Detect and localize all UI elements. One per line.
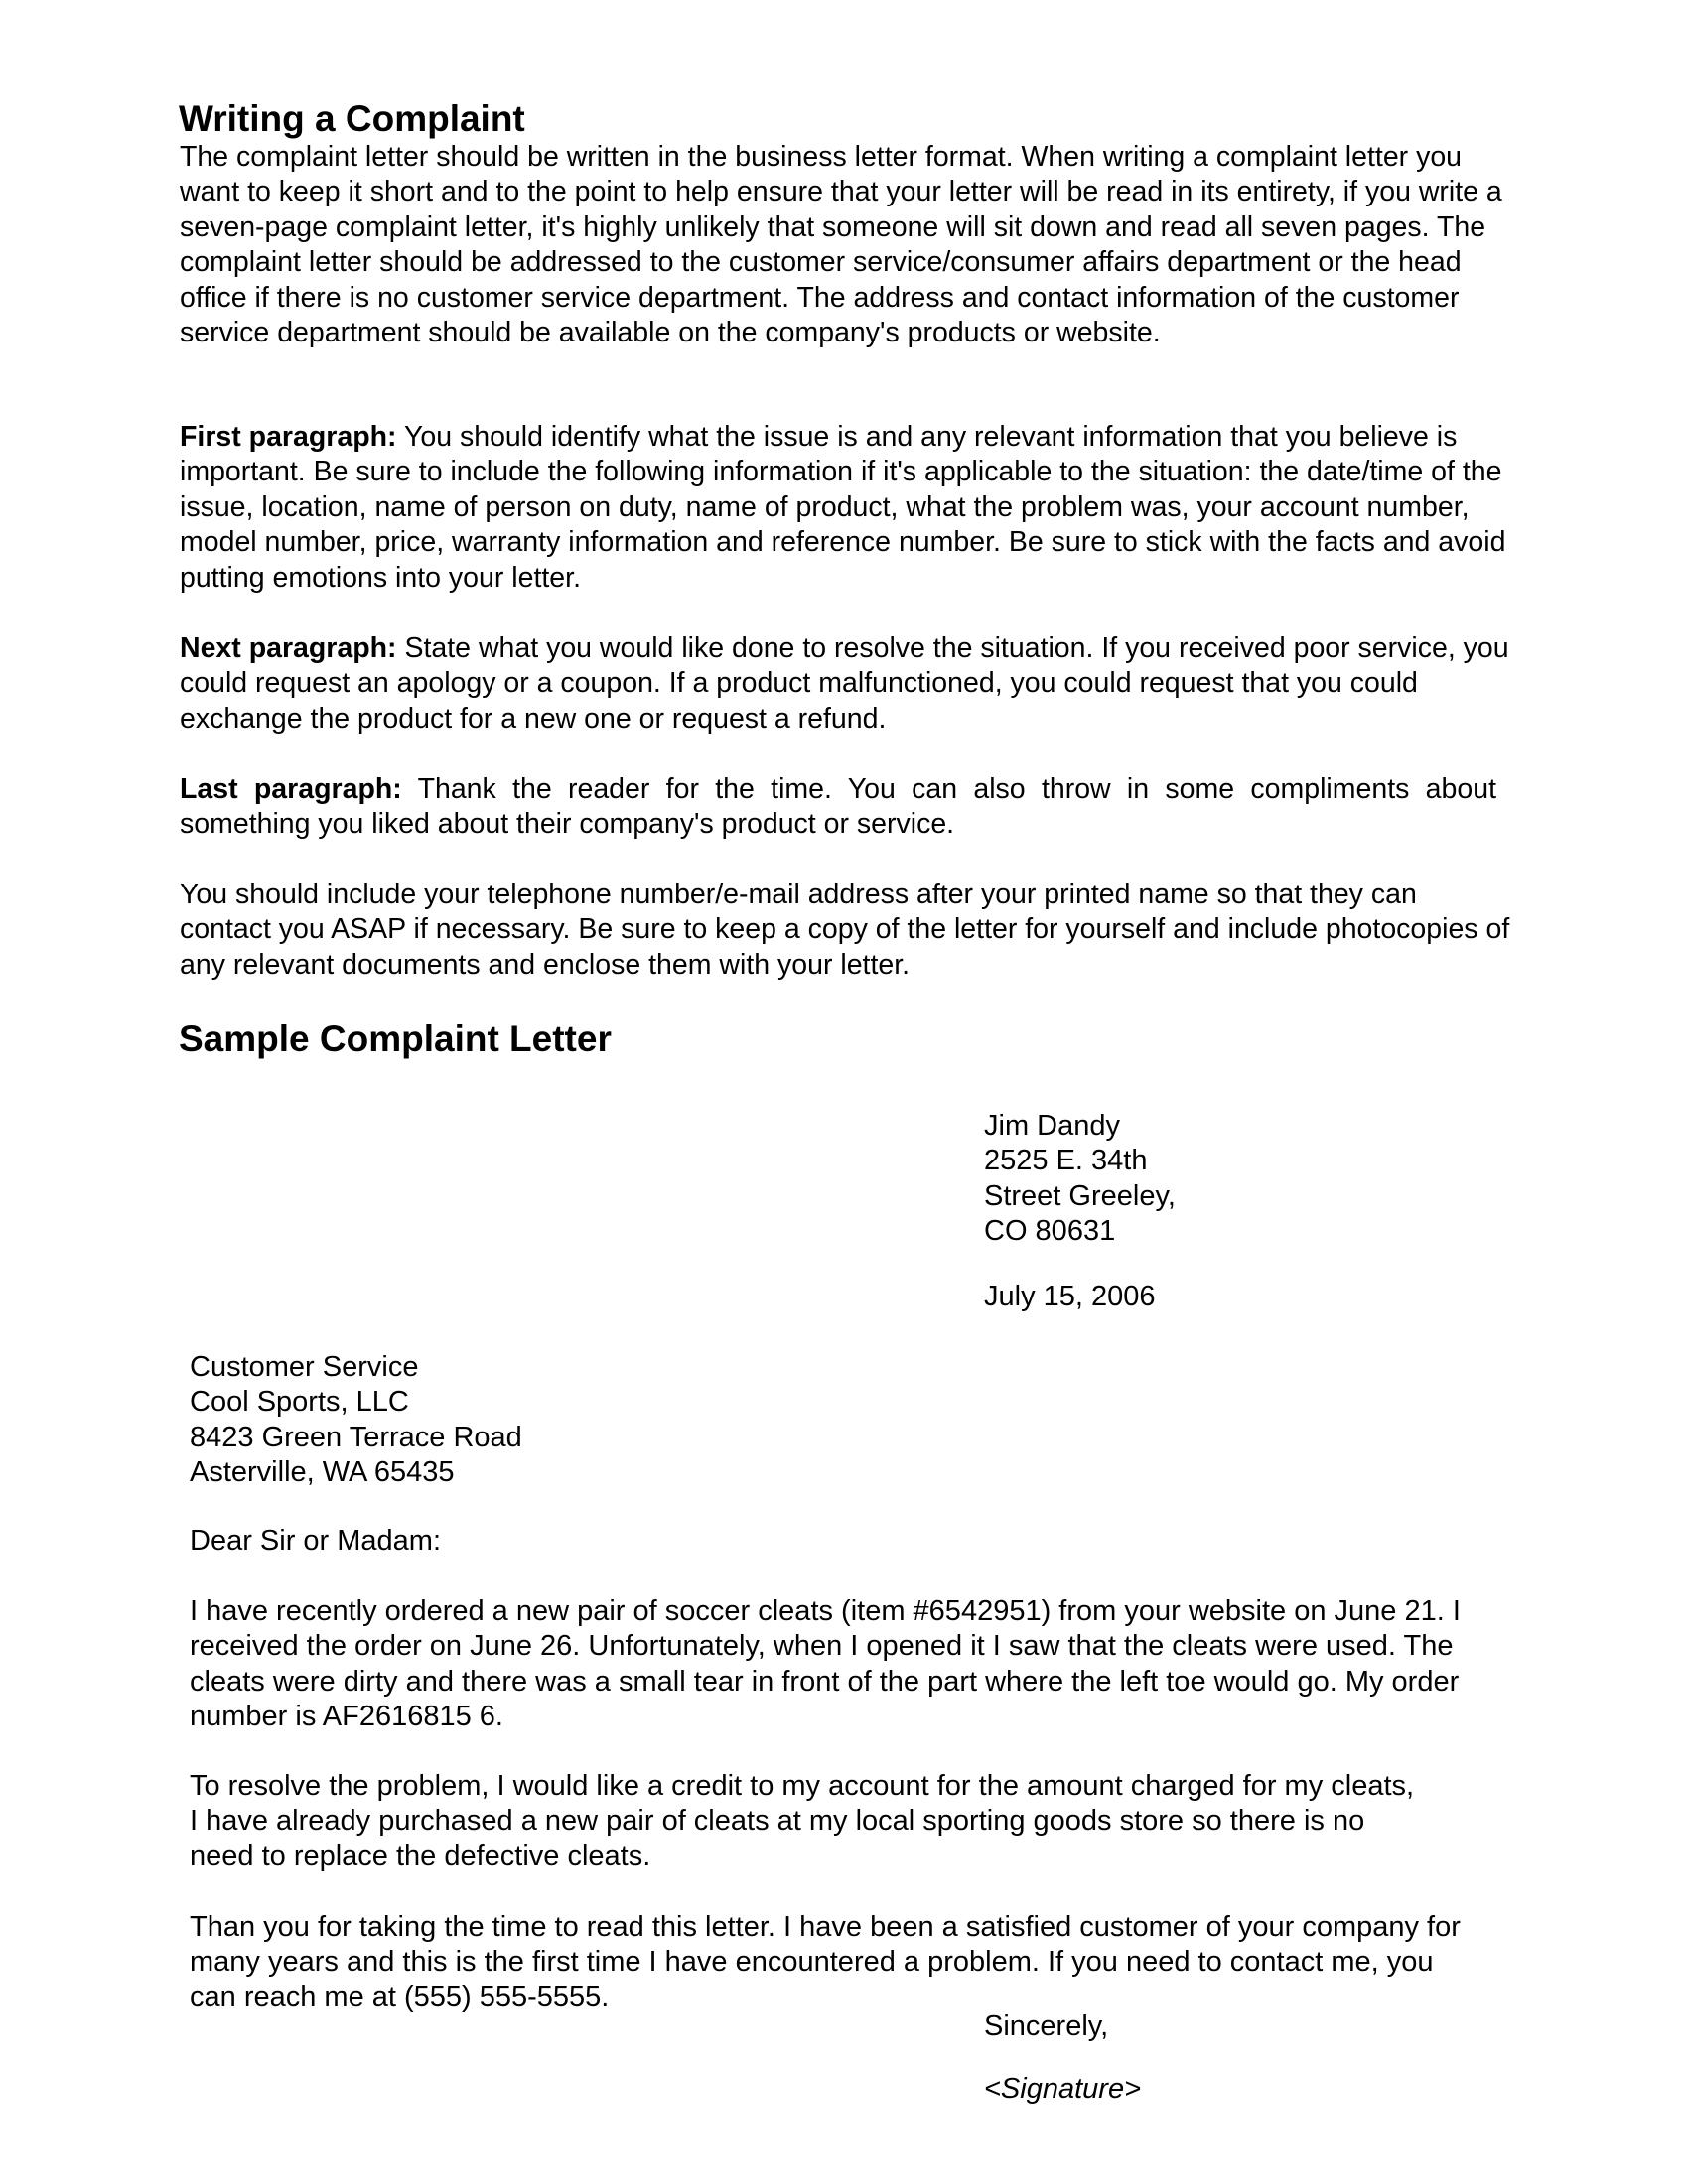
last-paragraph-label: Last paragraph: (180, 773, 402, 805)
sender-line: CO 80631 (984, 1215, 1116, 1248)
recipient-address (190, 1350, 522, 1491)
body-line: cleats were dirty and there was a small tear in front of the part where the left toe would go. My order (190, 1665, 1460, 1698)
body-line: I have already purchased a new pair of cleats at my local sporting goods store so there is no (190, 1805, 1365, 1838)
letter-body-paragraph-3 (190, 1910, 1461, 2015)
recipient-line: Cool Sports, LLC (190, 1386, 409, 1419)
next-paragraph-label: Next paragraph: (180, 632, 397, 664)
next-paragraph-text: State what you would like done to resolve the situation. If you received poor service, you could request an apology or a coupon. If a product malfunctioned, you could request that you could exchange the product for a new one or request a refund. (180, 632, 1509, 735)
guide-title: Writing a Complaint (179, 98, 525, 139)
first-paragraph-label: First paragraph: (180, 421, 397, 453)
signature-placeholder: <Signature> (984, 2073, 1142, 2105)
closing-note-paragraph: You should include your telephone number/e-mail address after your printed name so that they can contact you ASAP if necessary. Be sure to keep a copy of the letter for yourself and include photocopies of any relevant documents and enclose them with your letter. (180, 879, 1510, 981)
next-paragraph-tip (180, 631, 1510, 737)
body-line: received the order on June 26. Unfortunately, when I opened it I saw that the cleats were used. The (190, 1630, 1454, 1663)
intro-paragraph: The complaint letter should be written in the business letter format. When writing a complaint letter you want to keep it short and to the point to help ensure that your letter will be read in its entirety, if you write a seven-page complaint letter, it's highly unlikely that someone will sit down and read all seven pages. The complaint letter should be addressed to the customer service/consumer affairs department or the head office if there is no customer service department. The address and contact information of the customer service department should be available on the company's products or website. (180, 141, 1502, 349)
body-line: To resolve the problem, I would like a credit to my account for the amount charged for my cleats, (190, 1770, 1415, 1802)
sample-title: Sample Complaint Letter (179, 1019, 612, 1059)
body-line: I have recently ordered a new pair of soccer cleats (item #6542951) from your website on June 21. I (190, 1595, 1461, 1627)
sender-address (984, 1109, 1176, 1250)
letter-date: July 15, 2006 (984, 1281, 1156, 1312)
sender-line: Jim Dandy (984, 1110, 1120, 1142)
recipient-line: Customer Service (190, 1351, 419, 1383)
closing: Sincerely, (984, 2010, 1109, 2042)
first-paragraph-text: You should identify what the issue is and any relevant information that you believe is important. Be sure to include the following information if it's applicable to the situation: the date/time of the issue, location, name of person on duty, name of product, what the problem was, your account number, model number, price, warranty information and reference number. Be sure to stick with the facts and avoid putting emotions into your letter. (180, 421, 1506, 594)
body-line: number is AF2616815 6. (190, 1701, 503, 1733)
last-paragraph-text: Thank the reader for the time. You can also throw in some compliments about something you liked about their company's product or service. (180, 773, 1496, 841)
recipient-line: 8423 Green Terrace Road (190, 1421, 522, 1453)
first-paragraph-tip (180, 420, 1510, 596)
salutation: Dear Sir or Madam: (190, 1525, 442, 1557)
letter-body-paragraph-1 (190, 1594, 1461, 1735)
body-line: can reach me at (555) 555-5555. (190, 1980, 610, 2013)
body-line: need to replace the defective cleats. (190, 1840, 651, 1872)
body-line: Than you for taking the time to read this letter. I have been a satisfied customer of your company for (190, 1911, 1461, 1943)
recipient-line: Asterville, WA 65435 (190, 1456, 455, 1489)
sender-line: 2525 E. 34th (984, 1145, 1148, 1177)
last-paragraph-tip (180, 772, 1496, 843)
letter-body-paragraph-2 (190, 1769, 1414, 1874)
sender-line: Street Greeley, (984, 1179, 1176, 1212)
body-line: many years and this is the first time I have encountered a problem. If you need to contact me, you (190, 1946, 1434, 1979)
